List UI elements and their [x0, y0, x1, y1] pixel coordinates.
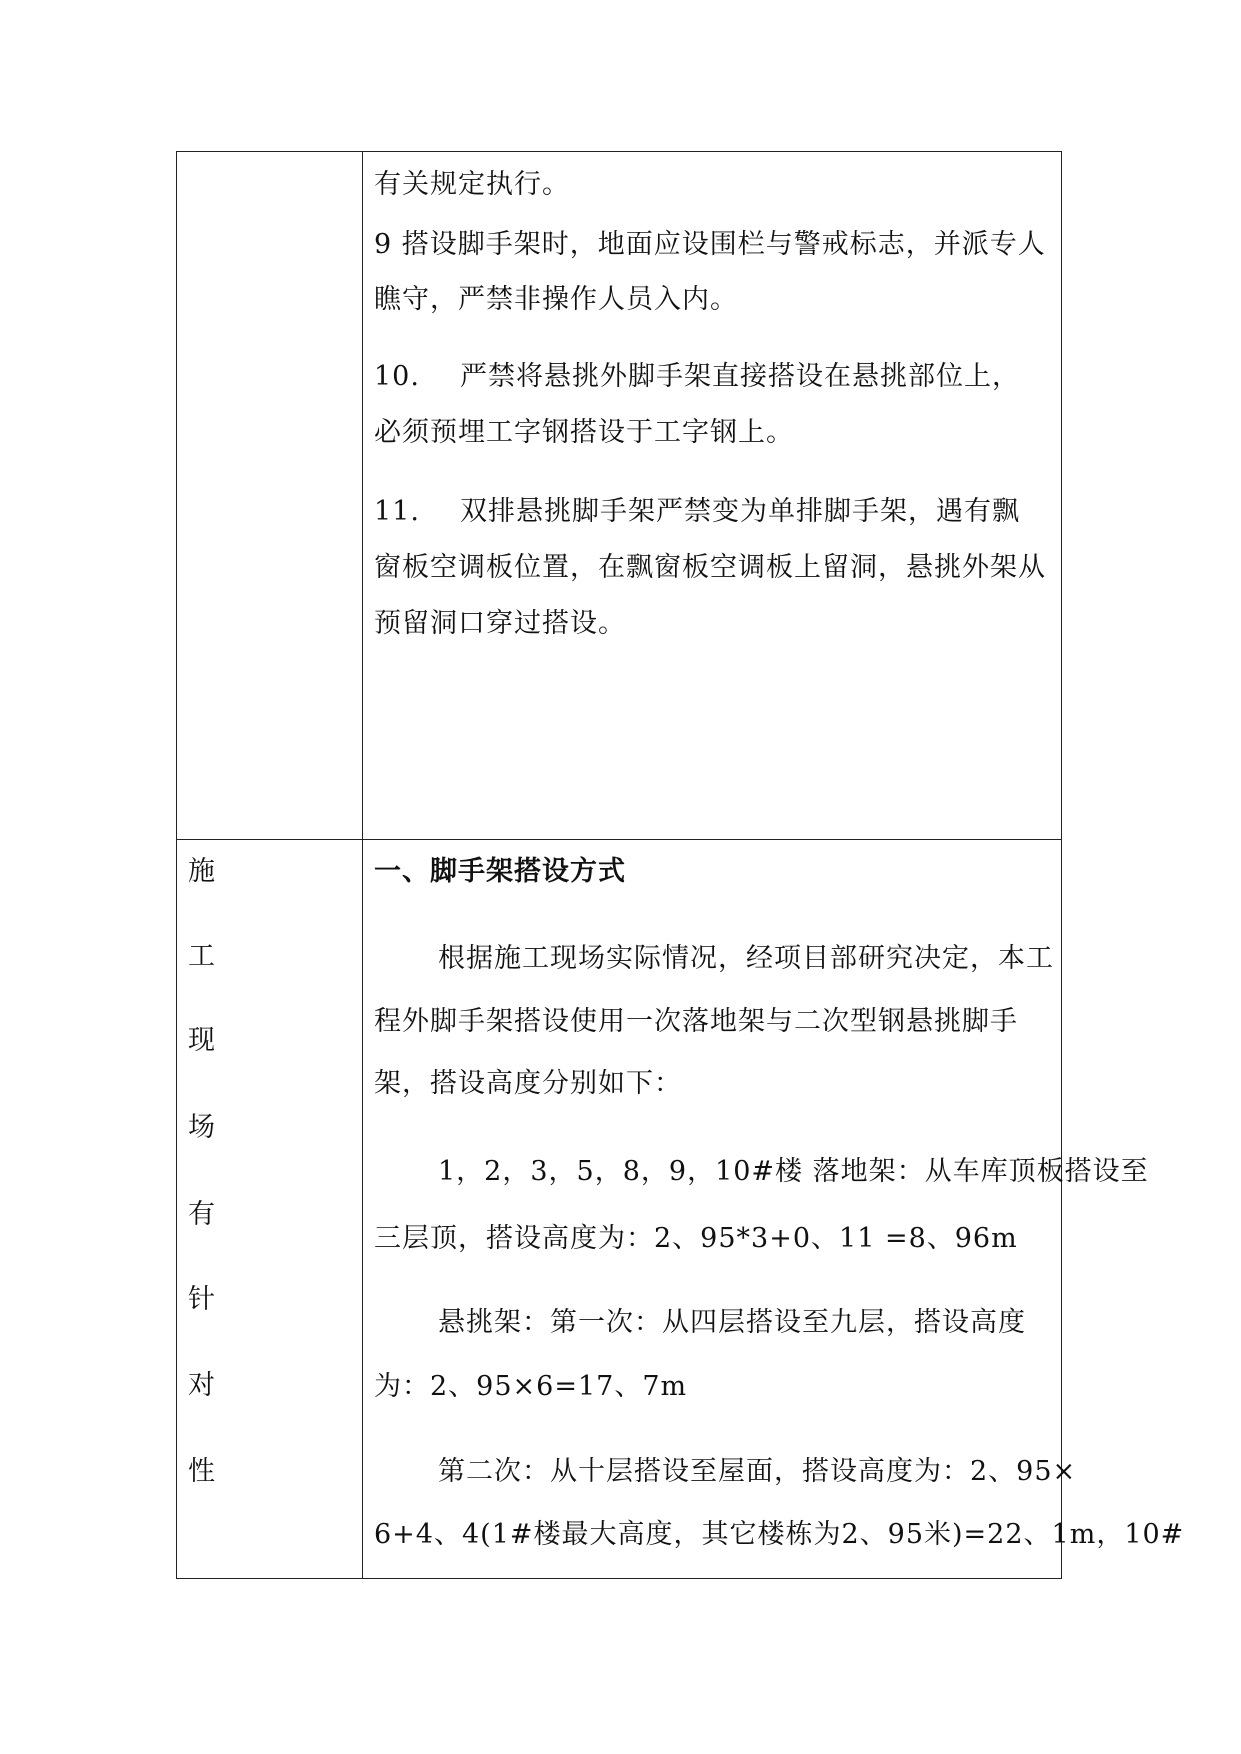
label-char-3: 现 — [188, 1025, 215, 1056]
item-9-line-1: 9 搭设脚手架时，地面应设围栏与警戒标志，并派专人 — [374, 229, 1046, 260]
label-char-4: 场 — [188, 1112, 215, 1143]
item-9-line-2: 瞧守，严禁非操作人员入内。 — [374, 284, 738, 315]
section-heading: 一、脚手架搭设方式 — [374, 856, 626, 887]
item-10-line-2: 必须预埋工字钢搭设于工字钢上。 — [374, 417, 794, 448]
para-4-line-2: 6+4、4(1#楼最大高度，其它楼栋为2、95米)=22、1m，10# — [374, 1519, 1185, 1550]
column-divider — [362, 152, 363, 1578]
para-2-line-2: 三层顶，搭设高度为：2、95*3+0、11 =8、96m — [374, 1223, 1018, 1254]
item-11-line-3: 预留洞口穿过搭设。 — [374, 608, 626, 639]
item-11-number: 11. — [374, 496, 420, 527]
label-char-1: 施 — [188, 856, 215, 887]
item-10-line-1 — [374, 360, 1020, 394]
label-char-7: 对 — [188, 1370, 215, 1401]
para-1-line-1: 根据施工现场实际情况，经项目部研究决定，本工 — [438, 943, 1054, 974]
para-2-line-1: 1，2，3，5，8，9，10#楼 落地架：从车库顶板搭设至 — [438, 1156, 1149, 1187]
item-11-line-1 — [374, 495, 1020, 529]
label-char-5: 有 — [188, 1199, 215, 1230]
label-char-6: 针 — [188, 1284, 215, 1315]
item-10-number: 10. — [374, 361, 420, 392]
item-10-text-1: 严禁将悬挑外脚手架直接搭设在悬挑部位上， — [460, 361, 1020, 392]
item-11-text-1: 双排悬挑脚手架严禁变为单排脚手架，遇有飘 — [460, 496, 1020, 527]
para-3-line-1: 悬挑架：第一次：从四层搭设至九层，搭设高度 — [438, 1307, 1026, 1338]
para-1-line-3: 架，搭设高度分别如下： — [374, 1068, 682, 1099]
label-char-8: 性 — [188, 1456, 215, 1487]
para-4-line-1: 第二次：从十层搭设至屋面，搭设高度为：2、95× — [438, 1456, 1077, 1487]
row-divider — [177, 839, 1061, 840]
label-char-2: 工 — [188, 941, 215, 972]
top-line-1: 有关规定执行。 — [374, 169, 570, 200]
para-1-line-2: 程外脚手架搭设使用一次落地架与二次型钢悬挑脚手 — [374, 1006, 1018, 1037]
item-11-line-2: 窗板空调板位置，在飘窗板空调板上留洞，悬挑外架从 — [374, 552, 1046, 583]
para-3-line-2: 为：2、95×6=17、7m — [374, 1371, 688, 1402]
